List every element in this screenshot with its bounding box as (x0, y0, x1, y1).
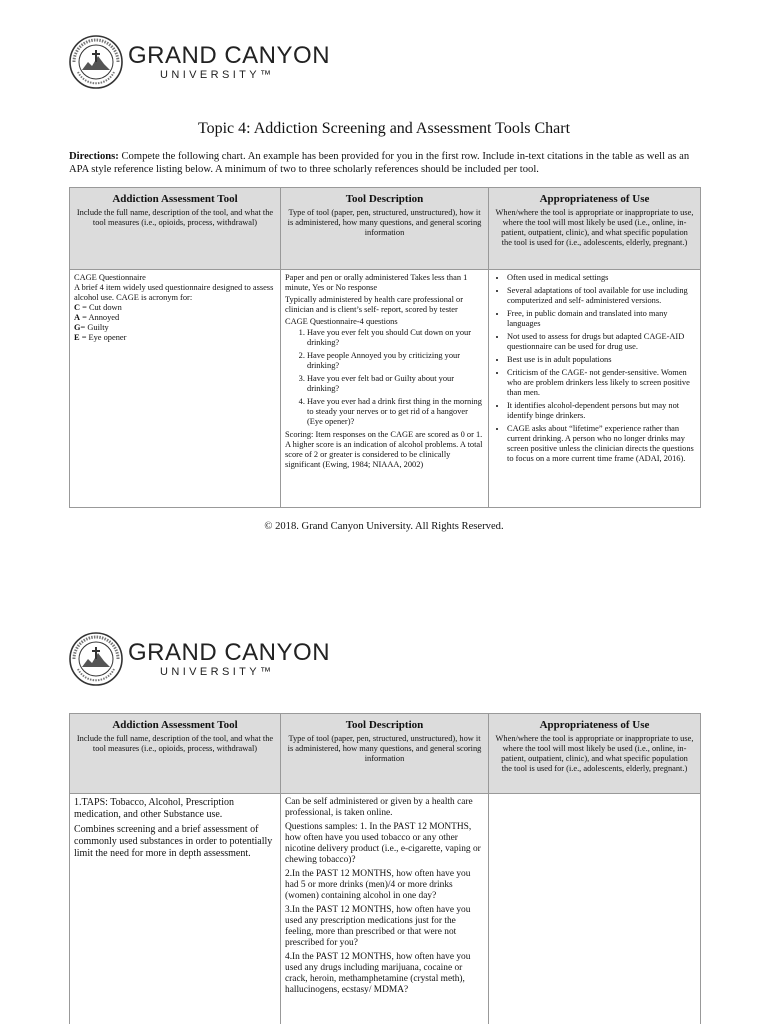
acronym-text: = Eye opener (79, 333, 127, 342)
question-sample: 2.In the PAST 12 MONTHS, how often have you had 5 or more drinks (men)/4 or more drinks (women) containing alcohol in one day? (285, 869, 471, 901)
header-description: Include the full name, description of the tool, and what the tool measures (i.e., opioids, process, withdrawal) (76, 734, 274, 753)
description-cell (281, 270, 489, 508)
question-sample: Questions samples: 1. In the PAST 12 MONTHS, how often have you used tobacco or any other nicotine delivery product (i.e., e-cigarette, vaping or chewing tobacco)? (285, 822, 481, 865)
header-cell-description (281, 714, 489, 794)
header-cell-description (281, 188, 489, 270)
question-sample: 4.In the PAST 12 MONTHS, how often have you used any drugs including marijuana, cocaine or crack, heroin, methamphetamine (crystal meth), hallucinogens, ecstasy/ MDMA? (285, 952, 471, 995)
appropriateness-cell (489, 270, 701, 508)
university-logo (68, 34, 330, 90)
acronym-letter: A (74, 313, 81, 322)
description-cell (281, 794, 489, 1024)
tools-chart-table-continued (69, 713, 701, 1024)
directions-label: Directions: (69, 151, 119, 162)
header-description: Include the full name, description of the tool, and what the tool measures (i.e., opioids, process, withdrawal) (76, 208, 274, 227)
tool-summary: Combines screening and a brief assessment of commonly used substances in order to potentially limit the need for more in depth assessment. (74, 824, 273, 859)
acronym-line (74, 313, 276, 323)
list-item: 2. Have people Annoyed you by criticizing your drinking? (307, 351, 484, 371)
header-title: Addiction Assessment Tool (112, 193, 238, 205)
copyright-notice: © 2018. Grand Canyon University. All Rights Reserved. (264, 521, 504, 532)
header-cell-tool (70, 188, 281, 270)
appropriateness-list (493, 273, 696, 464)
header-cell-tool (70, 714, 281, 794)
question-list (285, 328, 484, 427)
acronym-letter: C (74, 303, 81, 312)
acronym-text: = Guilty (80, 323, 109, 332)
list-item: • Criticism of the CAGE- not gender-sensitive. Women who are problem drinkers less likely to screen positive than men. (507, 368, 696, 398)
tool-name: 1.TAPS: Tobacco, Alcohol, Prescription medication, and other Substance use. (74, 797, 234, 820)
list-item: • Several adaptations of tool available for use including computerized and self- administered versions. (507, 286, 696, 306)
directions-text: Compete the following chart. An example has been provided for you in the first row. Include in-text citations in the table as well as an APA style reference listing below. A minimum of two to three scholarly references should be included per tool. (69, 151, 690, 175)
acronym-line (74, 333, 276, 343)
list-item: • Not used to assess for drugs but adapted CAGE-AID questionnaire can be used for drug use. (507, 332, 696, 352)
table-row (70, 794, 701, 1024)
university-seal-icon (68, 631, 124, 687)
header-title: Tool Description (345, 193, 424, 205)
acronym-text: = Cut down (80, 303, 122, 312)
header-description: Type of tool (paper, pen, structured, unstructured), how it is administered, how many questions, and general scoring information (287, 208, 482, 237)
brand-subtitle: UNIVERSITY™ (160, 666, 275, 678)
admin-method: Paper and pen or orally administered Takes less than 1 minute, Yes or No response (285, 273, 468, 292)
university-logo (68, 631, 330, 687)
acronym-line (74, 323, 276, 333)
list-item: • Free, in public domain and translated into many languages (507, 309, 696, 329)
list-item: 4. Have you ever had a drink first thing in the morning to steady your nerves or to get rid of a hangover (Eye opener)? (307, 397, 484, 427)
page-title: Topic 4: Addiction Screening and Assessment Tools Chart (197, 120, 571, 137)
brand-name: GRAND CANYON (128, 639, 331, 666)
list-item: 1. Have you ever felt you should Cut down on your drinking? (307, 328, 484, 348)
tool-cell (70, 794, 281, 1024)
list-item: • CAGE asks about “lifetime” experience rather than current drinking. A person who no longer drinks may screen positive unless the clinician directs the questions to focus on a more current time frame (ADAI, 2016). (507, 424, 696, 464)
header-description: When/where the tool is appropriate or inappropriate to use, where the tool will most likely be used (i.e., online, in-patient, outpatient, clinic), and what specific population the tool is used for (i.e., adolescents, elderly, pregnant.) (495, 734, 694, 773)
acronym-text: = Annoyed (80, 313, 120, 322)
question-count: CAGE Questionnaire-4 questions (285, 317, 398, 326)
acronym-letter: E (74, 333, 80, 342)
header-cell-appropriateness (489, 714, 701, 794)
directions (69, 150, 709, 176)
list-item: • Best use is in adult populations (507, 355, 696, 365)
table-header-row (70, 188, 701, 270)
tool-name: CAGE Questionnaire (74, 273, 146, 282)
table-row (70, 270, 701, 508)
header-cell-appropriateness (489, 188, 701, 270)
university-seal-icon (68, 34, 124, 90)
list-item: • Often used in medical settings (507, 273, 696, 283)
brand-subtitle: UNIVERSITY™ (160, 69, 275, 81)
tool-cell (70, 270, 281, 508)
list-item: • It identifies alcohol-dependent persons but may not identify binge drinkers. (507, 401, 696, 421)
tool-summary: A brief 4 item widely used questionnaire designed to assess alcohol use. CAGE is acronym for: (74, 283, 274, 302)
acronym-line (74, 303, 276, 313)
tools-chart-table (69, 187, 701, 508)
administered-by: Typically administered by health care professional or clinician and is client’s self- report, scored by tester (285, 295, 464, 314)
list-item: 3. Have you ever felt bad or Guilty about your drinking? (307, 374, 484, 394)
header-title: Appropriateness of Use (539, 193, 650, 205)
header-description: Type of tool (paper, pen, structured, unstructured), how it is administered, how many questions, and general scoring information (287, 734, 482, 763)
header-title: Addiction Assessment Tool (112, 719, 238, 731)
header-description: When/where the tool is appropriate or inappropriate to use, where the tool will most likely be used (i.e., online, in-patient, outpatient, clinic), and what specific population the tool is used for (i.e., adolescents, elderly, pregnant.) (495, 208, 694, 247)
header-title: Appropriateness of Use (539, 719, 650, 731)
acronym-letter: G (74, 323, 81, 332)
scoring-info: Scoring: Item responses on the CAGE are scored as 0 or 1. A higher score is an indication of alcohol problems. A total score of 2 or greater is considered to be clinically significant (Ewing, 1984; NIAAA, 2002) (285, 430, 483, 469)
header-title: Tool Description (345, 719, 424, 731)
admin-method: Can be self administered or given by a health care professional, is taken online. (285, 797, 473, 818)
question-sample: 3.In the PAST 12 MONTHS, how often have you used any prescription medications just for the feeling, more than prescribed or that were not prescribed for you? (285, 905, 471, 948)
appropriateness-cell (489, 794, 701, 1024)
table-header-row (70, 714, 701, 794)
brand-name: GRAND CANYON (128, 42, 331, 69)
